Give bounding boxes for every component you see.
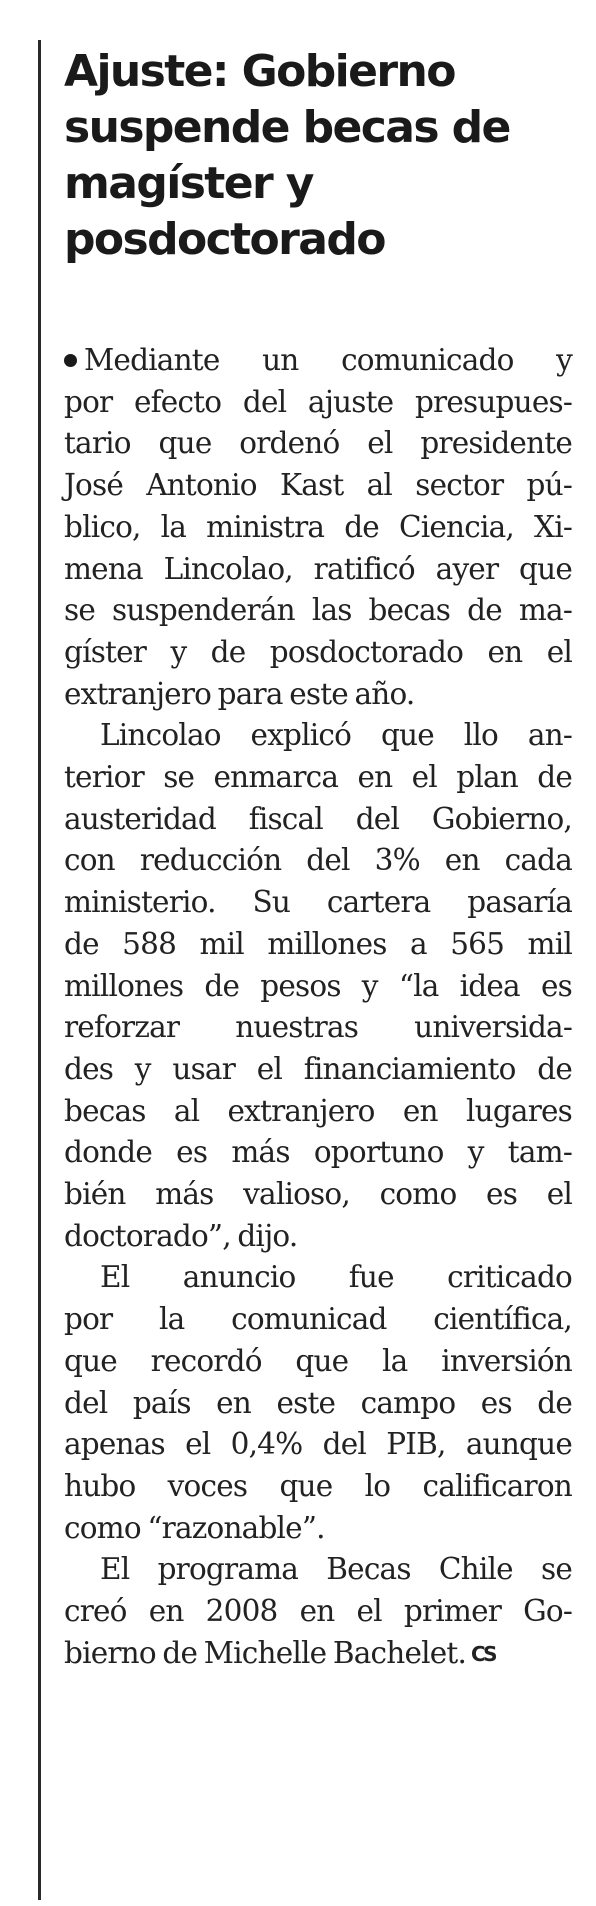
body-line: apenas el 0,4% del PIB, aunque <box>64 1427 572 1462</box>
paragraph-4 <box>64 1549 572 1675</box>
headline <box>64 44 574 268</box>
line-text: bierno de Michelle Bachelet. <box>64 1635 467 1670</box>
body-line: millones de pesos y “la idea es <box>64 968 572 1003</box>
body-line: reforzar nuestras universida- <box>64 1010 572 1045</box>
headline-line: Ajuste: Gobierno <box>64 46 455 97</box>
body-line: extranjero para este año. <box>64 676 415 711</box>
body-line: que recordó que la inversión <box>64 1343 572 1378</box>
body-line: blico, la ministra de Ciencia, Xi- <box>64 509 572 544</box>
body-line: El programa Becas Chile se <box>100 1552 572 1587</box>
body-line: se suspenderán las becas de ma- <box>64 593 572 628</box>
column-rule <box>38 40 41 1900</box>
headline-line: magíster y <box>64 158 313 209</box>
body-line <box>64 340 572 382</box>
body-line: creó en 2008 en el primer Go- <box>64 1594 572 1629</box>
body-line: mena Lincolao, ratificó ayer que <box>64 551 572 586</box>
body-line: por la comunicad científica, <box>64 1302 572 1337</box>
body-line: Lincolao explicó que llo an- <box>100 718 572 753</box>
body-line: donde es más oportuno y tam- <box>64 1135 572 1170</box>
paragraph-2 <box>64 715 572 1257</box>
body-line: becas al extranjero en lugares <box>64 1093 572 1128</box>
article-body <box>64 340 572 1676</box>
body-line: como “razonable”. <box>64 1510 325 1545</box>
end-mark-icon: CS <box>471 1641 495 1666</box>
body-line: terior se enmarca en el plan de <box>64 760 572 795</box>
body-line: ministerio. Su cartera pasaría <box>64 885 572 920</box>
body-line: bién más valioso, como es el <box>64 1177 572 1212</box>
body-line: por efecto del ajuste presupues- <box>64 384 572 419</box>
paragraph-1 <box>64 340 572 715</box>
body-line: des y usar el financiamiento de <box>64 1051 572 1086</box>
line-text: Mediante un comunicado y <box>84 343 572 377</box>
bullet-icon <box>64 354 77 367</box>
body-line: de 588 mil millones a 565 mil <box>64 926 572 961</box>
headline-line: suspende becas de <box>64 102 510 153</box>
body-line: con reducción del 3% en cada <box>64 843 572 878</box>
headline-line: posdoctorado <box>64 214 385 265</box>
body-line: José Antonio Kast al sector pú- <box>64 468 572 503</box>
body-line: tario que ordenó el presidente <box>64 426 572 461</box>
body-line: gíster y de posdoctorado en el <box>64 634 572 669</box>
body-line <box>64 1633 572 1676</box>
body-line: austeridad fiscal del Gobierno, <box>64 801 572 836</box>
body-line: El anuncio fue criticado <box>100 1260 572 1295</box>
paragraph-3 <box>64 1257 572 1549</box>
body-line: hubo voces que lo calificaron <box>64 1468 572 1503</box>
body-line: doctorado”, dijo. <box>64 1218 298 1253</box>
body-line: del país en este campo es de <box>64 1385 572 1420</box>
